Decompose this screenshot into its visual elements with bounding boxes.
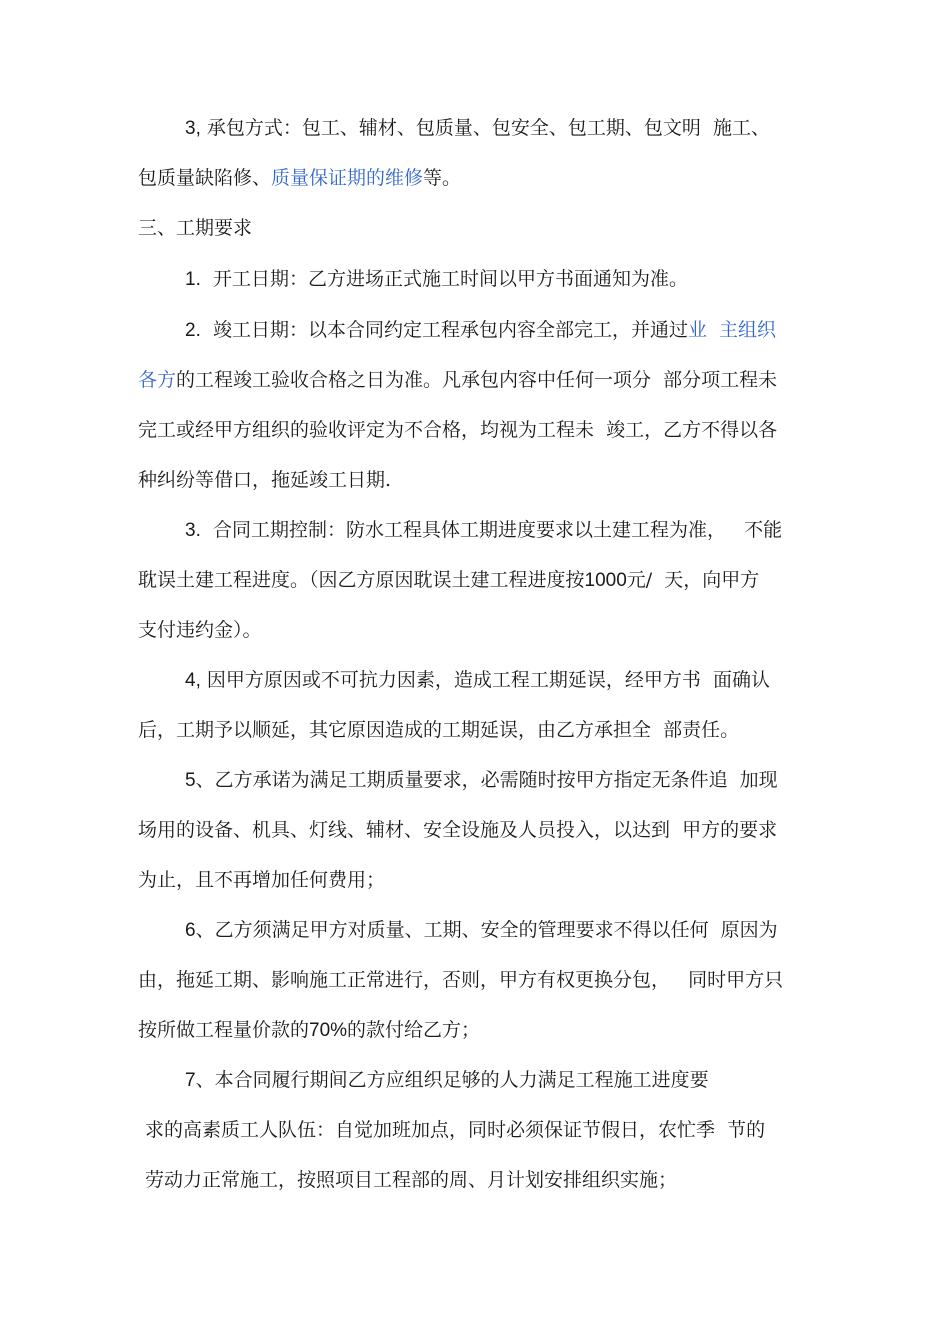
para3-number: 3. bbox=[185, 520, 201, 541]
para3-line1 bbox=[185, 517, 782, 544]
para1-number: 1. bbox=[185, 269, 201, 290]
item3-text-a: 包质量缺陷修、 bbox=[138, 167, 272, 189]
para2-text-b: 的工程竣工验收合格之日为准。凡承包内容中任何一项分 部分项工程未 bbox=[176, 369, 778, 391]
para5-text: 乙方承诺为满足工期质量要求，必需随时按甲方指定无条件追 加现 bbox=[214, 769, 778, 791]
item3-line2 bbox=[138, 165, 461, 191]
section3-heading: 三、工期要求 bbox=[138, 217, 253, 239]
para6-line3 bbox=[138, 1017, 480, 1044]
para5-line1 bbox=[185, 767, 778, 794]
para3-text-a: 耽误土建工程进度。（因乙方原因耽误土建工程进度按 bbox=[138, 569, 585, 591]
para3-text: 合同工期控制：防水工程具体工期进度要求以土建工程为准， 不能 bbox=[212, 519, 783, 541]
para2-text-a: 竣工日期：以本合同约定工程承包内容全部完工，并通过 bbox=[212, 319, 688, 341]
para3-text-b: 元/ 天，向甲方 bbox=[626, 569, 760, 591]
para7-line3: 劳动力正常施工，按照项目工程部的周、月计划安排组织实施； bbox=[145, 1169, 678, 1191]
all-parties-link[interactable]: 各方 bbox=[138, 369, 177, 391]
para6-text-b: 的款付给乙方； bbox=[347, 1019, 481, 1041]
para2-number: 2. bbox=[185, 320, 201, 341]
item3-text: 承包方式：包工、辅材、包质量、包安全、包工期、包文明 施工、 bbox=[206, 117, 770, 139]
para1-line1 bbox=[185, 266, 688, 293]
para2-line3: 完工或经甲方组织的验收评定为不合格，均视为工程未 竣工，乙方不得以各 bbox=[138, 419, 778, 441]
para7-line1 bbox=[185, 1067, 709, 1094]
warranty-maintenance-link[interactable]: 质量保证期的维修 bbox=[271, 167, 424, 189]
owner-organization-link[interactable]: 业 主组织 bbox=[687, 319, 777, 341]
para5-line3: 为止，且不再增加任何费用； bbox=[138, 869, 386, 891]
item3-number: 3, bbox=[185, 118, 201, 139]
para2-line4: 种纠纷等借口，拖延竣工日期. bbox=[138, 469, 392, 491]
penalty-amount: 1000 bbox=[584, 570, 627, 591]
item3-line1 bbox=[185, 115, 770, 142]
para2-line2 bbox=[138, 367, 777, 393]
para6-text-a: 按所做工程量价款的 bbox=[138, 1019, 310, 1041]
para4-line1 bbox=[185, 667, 770, 694]
para3-line2 bbox=[138, 567, 759, 594]
para1-text: 开工日期：乙方进场正式施工时间以甲方书面通知为准。 bbox=[212, 268, 688, 290]
para5-number: 5、 bbox=[185, 770, 215, 791]
para4-line2: 后，工期予以顺延，其它原因造成的工期延误，由乙方承担全 部责任。 bbox=[138, 719, 740, 741]
para6-line2: 由，拖延工期、影响施工正常进行，否则，甲方有权更换分包， 同时甲方只 bbox=[138, 969, 784, 991]
para4-text: 因甲方原因或不可抗力因素，造成工程工期延误，经甲方书 面确认 bbox=[206, 669, 770, 691]
para7-text: 本合同履行期间乙方应组织足够的人力满足工程施工进度要 bbox=[214, 1069, 709, 1091]
para6-text: 乙方须满足甲方对质量、工期、安全的管理要求不得以任何 原因为 bbox=[214, 919, 778, 941]
para3-line3: 支付违约金）。 bbox=[138, 619, 262, 641]
para4-number: 4, bbox=[185, 670, 201, 691]
para6-number: 6、 bbox=[185, 920, 215, 941]
para5-line2: 场用的设备、机具、灯线、辅材、安全设施及人员投入，以达到 甲方的要求 bbox=[138, 819, 778, 841]
para7-line2: 求的高素质工人队伍：自觉加班加点，同时必须保证节假日，农忙季 节的 bbox=[145, 1119, 766, 1141]
para2-line1 bbox=[185, 317, 776, 344]
payment-percentage: 70% bbox=[309, 1020, 348, 1041]
para7-number: 7、 bbox=[185, 1070, 215, 1091]
item3-text-b: 等。 bbox=[423, 167, 462, 189]
para6-line1 bbox=[185, 917, 778, 944]
